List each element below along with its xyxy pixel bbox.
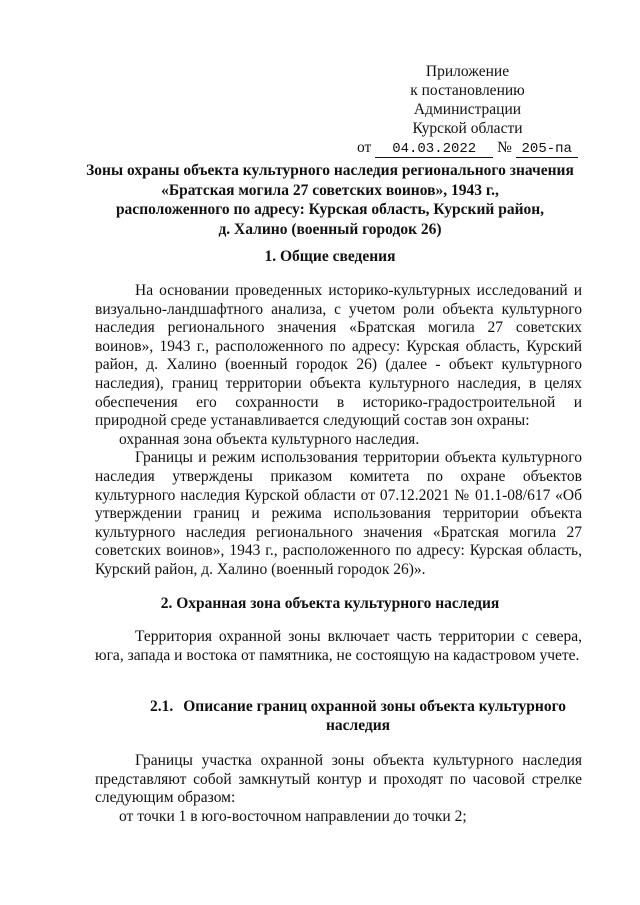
title-line-2: «Братская могила 27 советских воинов», 1943 г., xyxy=(161,181,499,199)
resolution-date: 04.03.2022 xyxy=(375,141,493,158)
title-line-4: д. Халино (военный городок 26) xyxy=(218,220,442,238)
section-2-1-number: 2.1. xyxy=(149,698,174,715)
number-sign: № xyxy=(497,139,512,156)
appendix-label: Приложение xyxy=(425,63,510,80)
section-2-body xyxy=(95,628,582,665)
section-1-heading: 1. Общие сведения xyxy=(264,248,396,265)
section-2-1-paragraph-1: Границы участка охранной зоны объекта культурного наследия представляют собой замкнутый контур и проходят по часовой стрелке следующим образом: xyxy=(95,752,582,807)
section-2-1-title: Описание границ охранной зоны объекта культурного наследия xyxy=(183,698,566,734)
section-1-paragraph-1: На основании проведенных историко-культурных исследований и визуально-ландшафтного анализа, с учетом роли объекта культурного наследия регионального значения «Братская могила 27 советских воинов», 1943 г., расположенного по адресу: Курская область, Курский район, д. Халино (военный городок 26) (далее - объект культурного наследия), границ территории объекта культурного наследия, в целях обеспечения его сохранности в историко-градостроительной и природной среде устанавливается следующий состав зон охраны: xyxy=(95,282,582,430)
section-2-paragraph-1: Территория охранной зоны включает часть территории с севера, юга, запада и востока от памятника, не состоящую на кадастровом учете. xyxy=(95,628,582,664)
title-line-3: расположенного по адресу: Курская область, Курский район, xyxy=(115,201,545,218)
resolution-label: к постановлению Администрации xyxy=(410,82,525,118)
resolution-number: 205-па xyxy=(516,141,578,158)
section-1-paragraph-3: Границы и режим использования территории объекта культурного наследия утверждены приказом комитета по охране объектов культурного наследия Курской области от 07.12.2021 № 01.1-08/617 «Об утверждении границ и режима использования территории объекта культурного наследия регионального значения «Братская могила 27 советских воинов», 1943 г., расположенного по адресу: Курская область, Курский район, д. Халино (военный городок 26)». xyxy=(95,449,582,578)
date-number-line xyxy=(355,138,580,158)
section-1-paragraph-2: охранная зона объекта культурного наследия. xyxy=(119,430,420,448)
region-label: Курской области xyxy=(412,120,523,137)
section-2-heading: 2. Охранная зона объекта культурного наследия xyxy=(160,595,500,612)
approval-stamp xyxy=(355,62,580,158)
section-2-1-body xyxy=(95,752,582,826)
section-2-1-paragraph-2: от точки 1 в юго-восточном направлении до точки 2; xyxy=(119,807,467,825)
section-1-body xyxy=(95,282,582,580)
section-2-1-heading xyxy=(148,697,568,735)
from-label: от xyxy=(357,139,372,156)
document-title xyxy=(60,161,600,239)
title-line-1: Зоны охраны объекта культурного наследия регионального значения xyxy=(86,162,574,179)
